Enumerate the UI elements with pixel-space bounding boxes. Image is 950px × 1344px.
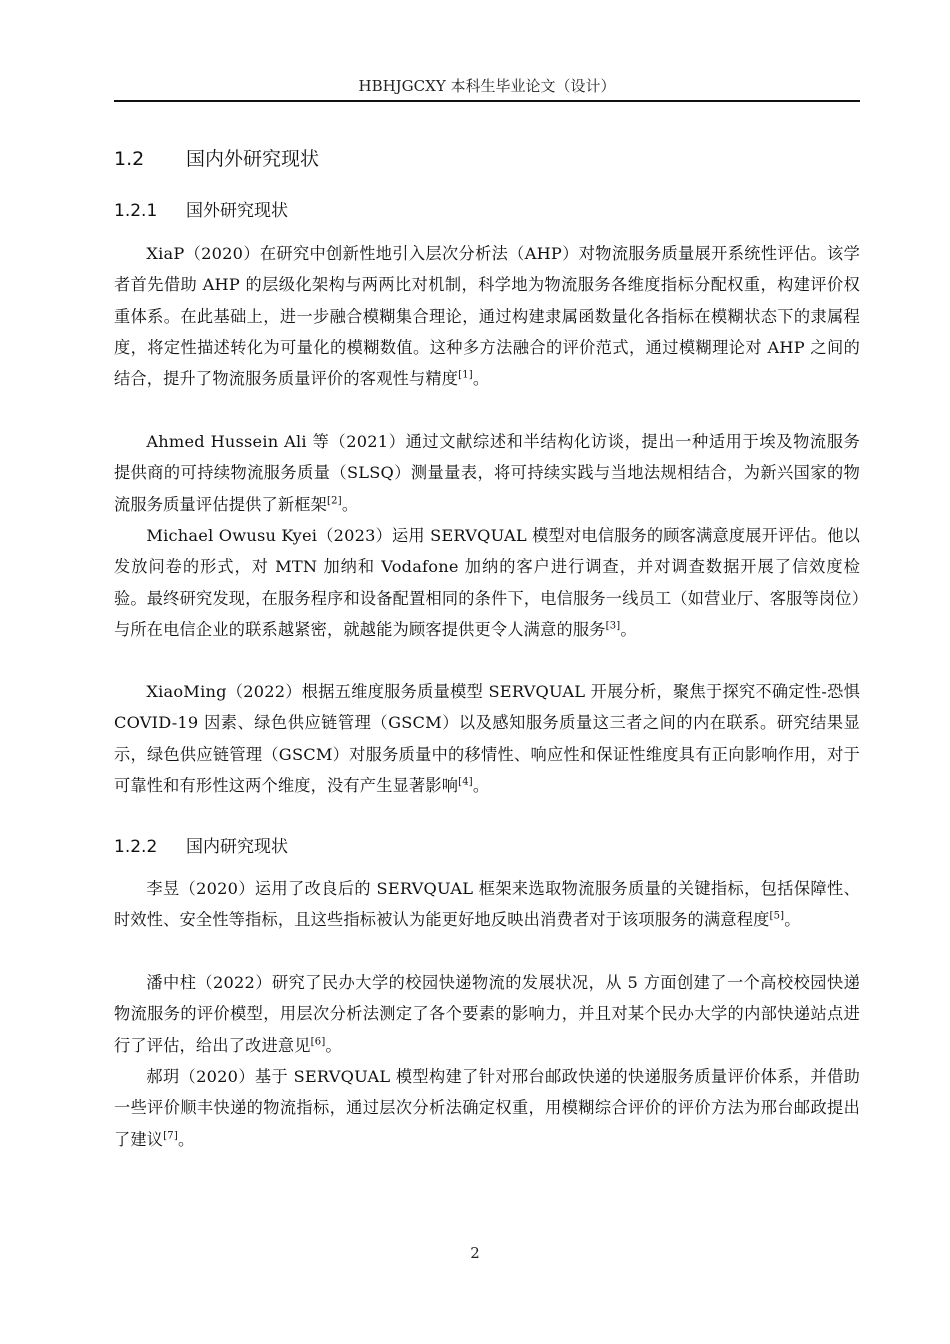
citation-ref: [4] [458, 776, 473, 788]
paragraph-foreign-2 [114, 426, 860, 520]
paragraph-text: Michael Owusu Kyei（2023）运用 SERVQUAL 模型对电信服务的顾客满意度展开评估。他以发放问卷的形式，对 MTN 加纳和 Vodafone 加纳的客户进行调查，并对调查数据开展了信效度检验。最终研究发现，在服务程序和设备配置相同的条件下，电信服务一线员工（如营业厅、客服等岗位）与所在电信企业的联系越紧密，就越能为顾客提供更令人满意的服务 [114, 526, 860, 639]
section-number: 1.2 [114, 148, 145, 170]
section-title: 国内外研究现状 [186, 148, 320, 170]
page-header: HBHJGCXY 本科生毕业论文（设计） [358, 77, 616, 95]
paragraph-domestic-2 [114, 967, 860, 1061]
header-rule [114, 100, 860, 102]
citation-ref: [5] [769, 910, 785, 922]
subsection-title: 国外研究现状 [186, 201, 288, 221]
paragraph-end: 。 [177, 1129, 195, 1149]
paragraph-foreign-4 [114, 676, 860, 801]
paragraph-end: 。 [620, 619, 637, 639]
paragraph-end: 。 [472, 775, 490, 795]
citation-ref: [2] [327, 495, 342, 507]
paragraph-text: XiaP（2020）在研究中创新性地引入层次分析法（AHP）对物流服务质量展开系统性评估。该学者首先借助 AHP 的层级化架构与两两比对机制，科学地为物流服务各维度指标分配权重，构建评价权重体系。在此基础上，进一步融合模糊集合理论，通过构建隶属函数量化各指标在模糊状态下的隶属程度，将定性描述转化为可量化的模糊数值。这种多方法融合的评价范式，通过模糊理论对 AHP 之间的结合，提升了物流服务质量评价的客观性与精度 [114, 244, 860, 389]
paragraph-text: Ahmed Hussein Ali 等（2021）通过文献综述和半结构化访谈，提出一种适用于埃及物流服务提供商的可持续物流服务质量（SLSQ）测量量表，将可持续实践与当地法规相结合，为新兴国家的物流服务质量评估提供了新框架 [114, 432, 860, 514]
section-heading [114, 145, 319, 173]
paragraph-text: XiaoMing（2022）根据五维度服务质量模型 SERVQUAL 开展分析，聚焦于探究不确定性-恐惧 COVID-19 因素、绿色供应链管理（GSCM）以及感知服务质量这三者之间的内在联系。研究结果显示，绿色供应链管理（GSCM）对服务质量中的移情性、响应性和保证性维度具有正向影响作用，对于可靠性和有形性这两个维度，没有产生显著影响 [114, 682, 860, 795]
subsection-number: 1.2.1 [114, 201, 158, 221]
paragraph-text: 郝玥（2020）基于 SERVQUAL 模型构建了针对邢台邮政快递的快递服务质量评价体系，并借助一些评价顺丰快递的物流指标，通过层次分析法确定权重，用模糊综合评价的评价方法为邢台邮政提出了建议 [114, 1067, 860, 1149]
subsection-number: 1.2.2 [114, 837, 158, 857]
paragraph-end: 。 [784, 910, 801, 930]
paragraph-text: 李昱（2020）运用了改良后的 SERVQUAL 框架来选取物流服务质量的关键指标，包括保障性、时效性、安全性等指标，且这些指标被认为能更好地反映出消费者对于该项服务的满意程度 [114, 879, 860, 930]
citation-ref: [7] [163, 1130, 178, 1142]
paragraph-end: 。 [472, 369, 490, 389]
paragraph-domestic-1 [114, 873, 860, 936]
citation-ref: [3] [605, 620, 621, 632]
citation-ref: [6] [310, 1036, 326, 1048]
page-number: 2 [470, 1244, 480, 1262]
subsection-heading-domestic [114, 834, 288, 860]
paragraph-foreign-3 [114, 520, 860, 645]
paragraph-text: 潘中柱（2022）研究了民办大学的校园快递物流的发展状况，从 5 方面创建了一个高校校园快递物流服务的评价模型，用层次分析法测定了各个要素的影响力，并且对某个民办大学的内部快递站点进行了评估，给出了改进意见 [114, 973, 860, 1055]
subsection-heading-foreign [114, 198, 288, 224]
paragraph-domestic-3 [114, 1061, 860, 1155]
paragraph-end: 。 [341, 494, 359, 514]
paragraph-end: 。 [325, 1035, 342, 1055]
subsection-title: 国内研究现状 [186, 837, 288, 857]
citation-ref: [1] [458, 369, 473, 381]
paragraph-foreign-1 [114, 238, 860, 394]
